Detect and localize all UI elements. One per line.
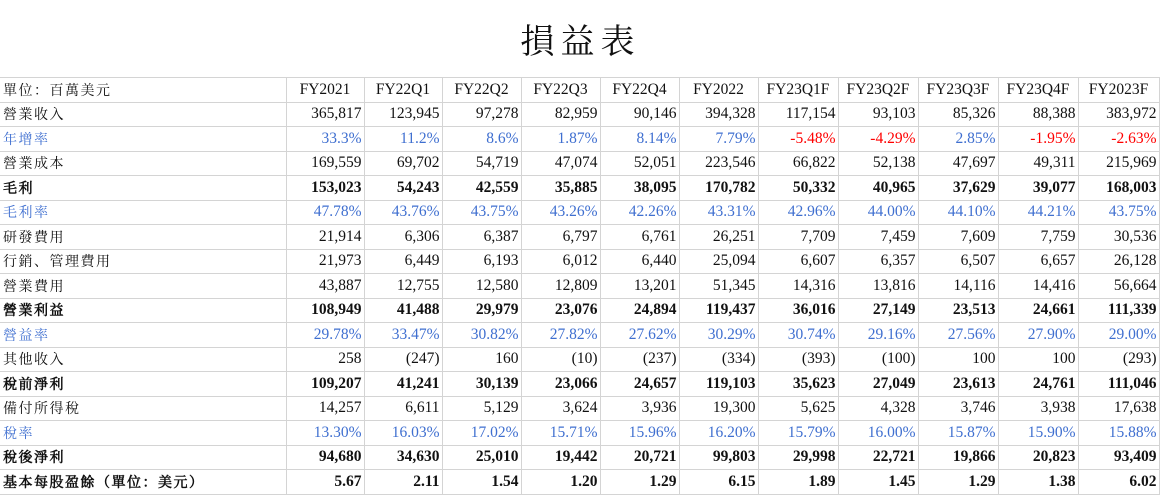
table-cell: 6,387 xyxy=(442,225,521,250)
header-row xyxy=(0,78,1159,103)
table-cell: 21,914 xyxy=(286,225,364,250)
table-cell: 8.14% xyxy=(600,127,679,152)
table-cell: 52,051 xyxy=(600,151,679,176)
table-cell: 3,938 xyxy=(998,396,1078,421)
row-label: 稅後淨利 xyxy=(0,445,286,470)
table-cell: 33.3% xyxy=(286,127,364,152)
table-cell: 42,559 xyxy=(442,176,521,201)
table-cell: 6,611 xyxy=(364,396,442,421)
row-label: 稅率 xyxy=(0,421,286,446)
table-cell: 6,507 xyxy=(918,249,998,274)
table-cell: 43.31% xyxy=(679,200,758,225)
table-row xyxy=(0,274,1159,299)
table-cell: 1.89 xyxy=(758,470,838,495)
table-cell: 1.54 xyxy=(442,470,521,495)
table-cell: 22,721 xyxy=(838,445,918,470)
table-row xyxy=(0,151,1159,176)
table-cell: 27.62% xyxy=(600,323,679,348)
table-cell: 26,128 xyxy=(1078,249,1159,274)
table-cell: 7,609 xyxy=(918,225,998,250)
table-cell: 100 xyxy=(998,347,1078,372)
table-cell: 15.88% xyxy=(1078,421,1159,446)
table-cell: 35,623 xyxy=(758,372,838,397)
table-cell: 5,129 xyxy=(442,396,521,421)
table-cell: 23,613 xyxy=(918,372,998,397)
table-cell: 123,945 xyxy=(364,102,442,127)
table-cell: 16.00% xyxy=(838,421,918,446)
table-cell: 44.21% xyxy=(998,200,1078,225)
table-cell: 30.82% xyxy=(442,323,521,348)
table-cell: 43.75% xyxy=(442,200,521,225)
table-cell: 4,328 xyxy=(838,396,918,421)
table-cell: 7.79% xyxy=(679,127,758,152)
row-label: 營益率 xyxy=(0,323,286,348)
table-row xyxy=(0,421,1159,446)
table-cell: 29,998 xyxy=(758,445,838,470)
table-cell: 30.29% xyxy=(679,323,758,348)
table-cell: 12,580 xyxy=(442,274,521,299)
table-cell: 30,536 xyxy=(1078,225,1159,250)
column-header: FY22Q4 xyxy=(600,78,679,103)
table-cell: 1.20 xyxy=(521,470,600,495)
income-statement-table xyxy=(0,77,1160,495)
table-cell: 97,278 xyxy=(442,102,521,127)
row-label: 行銷、管理費用 xyxy=(0,249,286,274)
table-cell: 169,559 xyxy=(286,151,364,176)
table-cell: 13,201 xyxy=(600,274,679,299)
column-header: FY22Q1 xyxy=(364,78,442,103)
table-cell: 3,936 xyxy=(600,396,679,421)
table-cell: 49,311 xyxy=(998,151,1078,176)
row-label: 備付所得稅 xyxy=(0,396,286,421)
table-cell: 170,782 xyxy=(679,176,758,201)
table-row xyxy=(0,200,1159,225)
table-cell: 6.02 xyxy=(1078,470,1159,495)
table-cell: 27,149 xyxy=(838,298,918,323)
table-row xyxy=(0,372,1159,397)
table-cell: 258 xyxy=(286,347,364,372)
table-cell: -4.29% xyxy=(838,127,918,152)
table-cell: 23,513 xyxy=(918,298,998,323)
table-cell: 1.29 xyxy=(600,470,679,495)
table-row xyxy=(0,323,1159,348)
table-cell: 43.26% xyxy=(521,200,600,225)
column-header: FY2023F xyxy=(1078,78,1159,103)
table-cell: 23,066 xyxy=(521,372,600,397)
table-cell: 119,437 xyxy=(679,298,758,323)
table-cell: 52,138 xyxy=(838,151,918,176)
column-header: FY23Q4F xyxy=(998,78,1078,103)
table-cell: 153,023 xyxy=(286,176,364,201)
table-cell: 51,345 xyxy=(679,274,758,299)
table-cell: 14,116 xyxy=(918,274,998,299)
row-label: 毛利 xyxy=(0,176,286,201)
row-label: 其他收入 xyxy=(0,347,286,372)
table-cell: 111,046 xyxy=(1078,372,1159,397)
table-cell: 88,388 xyxy=(998,102,1078,127)
table-cell: 14,257 xyxy=(286,396,364,421)
column-header: FY2022 xyxy=(679,78,758,103)
table-cell: (10) xyxy=(521,347,600,372)
table-cell: 6,306 xyxy=(364,225,442,250)
table-cell: 5.67 xyxy=(286,470,364,495)
table-cell: 6,607 xyxy=(758,249,838,274)
table-cell: 50,332 xyxy=(758,176,838,201)
table-cell: 21,973 xyxy=(286,249,364,274)
table-cell: -5.48% xyxy=(758,127,838,152)
table-cell: 93,409 xyxy=(1078,445,1159,470)
table-cell: 23,076 xyxy=(521,298,600,323)
table-cell: 6,193 xyxy=(442,249,521,274)
table-cell: 11.2% xyxy=(364,127,442,152)
table-cell: 66,822 xyxy=(758,151,838,176)
table-cell: 40,965 xyxy=(838,176,918,201)
table-cell: 19,442 xyxy=(521,445,600,470)
table-cell: 394,328 xyxy=(679,102,758,127)
table-cell: 30.74% xyxy=(758,323,838,348)
row-label: 研發費用 xyxy=(0,225,286,250)
table-cell: 15.71% xyxy=(521,421,600,446)
table-cell: 8.6% xyxy=(442,127,521,152)
table-cell: 13.30% xyxy=(286,421,364,446)
table-cell: 365,817 xyxy=(286,102,364,127)
table-cell: 47,074 xyxy=(521,151,600,176)
table-cell: 25,094 xyxy=(679,249,758,274)
table-cell: 111,339 xyxy=(1078,298,1159,323)
table-cell: 109,207 xyxy=(286,372,364,397)
table-row xyxy=(0,470,1159,495)
table-cell: 24,894 xyxy=(600,298,679,323)
table-cell: 56,664 xyxy=(1078,274,1159,299)
table-cell: (293) xyxy=(1078,347,1159,372)
table-cell: 6,440 xyxy=(600,249,679,274)
table-cell: (237) xyxy=(600,347,679,372)
row-label: 毛利率 xyxy=(0,200,286,225)
table-cell: 85,326 xyxy=(918,102,998,127)
table-row xyxy=(0,249,1159,274)
table-cell: 37,629 xyxy=(918,176,998,201)
table-cell: 7,709 xyxy=(758,225,838,250)
row-label: 年增率 xyxy=(0,127,286,152)
table-cell: 24,661 xyxy=(998,298,1078,323)
table-cell: 29.78% xyxy=(286,323,364,348)
table-row xyxy=(0,102,1159,127)
table-cell: 7,459 xyxy=(838,225,918,250)
table-cell: 15.90% xyxy=(998,421,1078,446)
column-header: FY22Q2 xyxy=(442,78,521,103)
table-cell: (334) xyxy=(679,347,758,372)
table-cell: 36,016 xyxy=(758,298,838,323)
table-cell: 3,624 xyxy=(521,396,600,421)
table-cell: 90,146 xyxy=(600,102,679,127)
table-cell: 6,657 xyxy=(998,249,1078,274)
table-cell: 20,721 xyxy=(600,445,679,470)
table-cell: 119,103 xyxy=(679,372,758,397)
table-cell: 1.29 xyxy=(918,470,998,495)
column-header: FY23Q1F xyxy=(758,78,838,103)
column-header: FY22Q3 xyxy=(521,78,600,103)
table-cell: 94,680 xyxy=(286,445,364,470)
table-cell: 30,139 xyxy=(442,372,521,397)
table-row xyxy=(0,396,1159,421)
table-cell: 14,316 xyxy=(758,274,838,299)
table-cell: 38,095 xyxy=(600,176,679,201)
table-cell: 29,979 xyxy=(442,298,521,323)
table-cell: 5,625 xyxy=(758,396,838,421)
table-cell: 27.82% xyxy=(521,323,600,348)
table-cell: 2.85% xyxy=(918,127,998,152)
table-cell: 19,866 xyxy=(918,445,998,470)
table-cell: 2.11 xyxy=(364,470,442,495)
table-cell: 15.79% xyxy=(758,421,838,446)
table-cell: 215,969 xyxy=(1078,151,1159,176)
table-row xyxy=(0,298,1159,323)
table-cell: 168,003 xyxy=(1078,176,1159,201)
table-cell: 33.47% xyxy=(364,323,442,348)
table-cell: 15.96% xyxy=(600,421,679,446)
table-cell: 54,719 xyxy=(442,151,521,176)
table-cell: 35,885 xyxy=(521,176,600,201)
table-cell: 41,488 xyxy=(364,298,442,323)
table-row xyxy=(0,445,1159,470)
table-cell: 117,154 xyxy=(758,102,838,127)
table-cell: 27.90% xyxy=(998,323,1078,348)
table-cell: 34,630 xyxy=(364,445,442,470)
table-cell: 17,638 xyxy=(1078,396,1159,421)
table-cell: 16.03% xyxy=(364,421,442,446)
table-cell: 43.76% xyxy=(364,200,442,225)
row-label: 營業利益 xyxy=(0,298,286,323)
table-row xyxy=(0,347,1159,372)
table-cell: 42.26% xyxy=(600,200,679,225)
table-cell: 44.00% xyxy=(838,200,918,225)
table-cell: 16.20% xyxy=(679,421,758,446)
table-cell: 29.16% xyxy=(838,323,918,348)
table-cell: 6,357 xyxy=(838,249,918,274)
row-label: 營業成本 xyxy=(0,151,286,176)
table-cell: 69,702 xyxy=(364,151,442,176)
table-row xyxy=(0,176,1159,201)
table-cell: 93,103 xyxy=(838,102,918,127)
unit-label: 單位：百萬美元 xyxy=(0,78,286,103)
table-cell: 1.45 xyxy=(838,470,918,495)
table-cell: 13,816 xyxy=(838,274,918,299)
table-cell: 6,761 xyxy=(600,225,679,250)
table-cell: 27,049 xyxy=(838,372,918,397)
row-label: 稅前淨利 xyxy=(0,372,286,397)
table-cell: 223,546 xyxy=(679,151,758,176)
table-cell: 43,887 xyxy=(286,274,364,299)
column-header: FY23Q3F xyxy=(918,78,998,103)
table-cell: 6,449 xyxy=(364,249,442,274)
table-cell: 20,823 xyxy=(998,445,1078,470)
page-title: 損益表 xyxy=(520,22,641,62)
table-row xyxy=(0,127,1159,152)
table-cell: 26,251 xyxy=(679,225,758,250)
table-cell: 383,972 xyxy=(1078,102,1159,127)
table-cell: 25,010 xyxy=(442,445,521,470)
table-cell: 7,759 xyxy=(998,225,1078,250)
table-cell: 12,809 xyxy=(521,274,600,299)
table-cell: 39,077 xyxy=(998,176,1078,201)
table-cell: 108,949 xyxy=(286,298,364,323)
table-cell: (247) xyxy=(364,347,442,372)
table-cell: 24,761 xyxy=(998,372,1078,397)
table-cell: 160 xyxy=(442,347,521,372)
table-cell: (100) xyxy=(838,347,918,372)
table-cell: 14,416 xyxy=(998,274,1078,299)
table-cell: 24,657 xyxy=(600,372,679,397)
table-cell: 41,241 xyxy=(364,372,442,397)
table-cell: -1.95% xyxy=(998,127,1078,152)
table-cell: 6.15 xyxy=(679,470,758,495)
column-header: FY23Q2F xyxy=(838,78,918,103)
table-cell: 3,746 xyxy=(918,396,998,421)
column-header: FY2021 xyxy=(286,78,364,103)
table-cell: 6,797 xyxy=(521,225,600,250)
table-cell: 47.78% xyxy=(286,200,364,225)
table-cell: 100 xyxy=(918,347,998,372)
row-label: 基本每股盈餘（單位：美元） xyxy=(0,470,286,495)
table-cell: 17.02% xyxy=(442,421,521,446)
table-cell: 99,803 xyxy=(679,445,758,470)
table-cell: 15.87% xyxy=(918,421,998,446)
table-cell: 1.87% xyxy=(521,127,600,152)
table-cell: -2.63% xyxy=(1078,127,1159,152)
table-cell: 82,959 xyxy=(521,102,600,127)
table-cell: 19,300 xyxy=(679,396,758,421)
row-label: 營業收入 xyxy=(0,102,286,127)
table-cell: 54,243 xyxy=(364,176,442,201)
table-cell: (393) xyxy=(758,347,838,372)
row-label: 營業費用 xyxy=(0,274,286,299)
table-cell: 47,697 xyxy=(918,151,998,176)
table-cell: 29.00% xyxy=(1078,323,1159,348)
table-cell: 43.75% xyxy=(1078,200,1159,225)
table-cell: 6,012 xyxy=(521,249,600,274)
table-cell: 44.10% xyxy=(918,200,998,225)
table-cell: 12,755 xyxy=(364,274,442,299)
table-cell: 1.38 xyxy=(998,470,1078,495)
table-cell: 27.56% xyxy=(918,323,998,348)
table-cell: 42.96% xyxy=(758,200,838,225)
table-row xyxy=(0,225,1159,250)
